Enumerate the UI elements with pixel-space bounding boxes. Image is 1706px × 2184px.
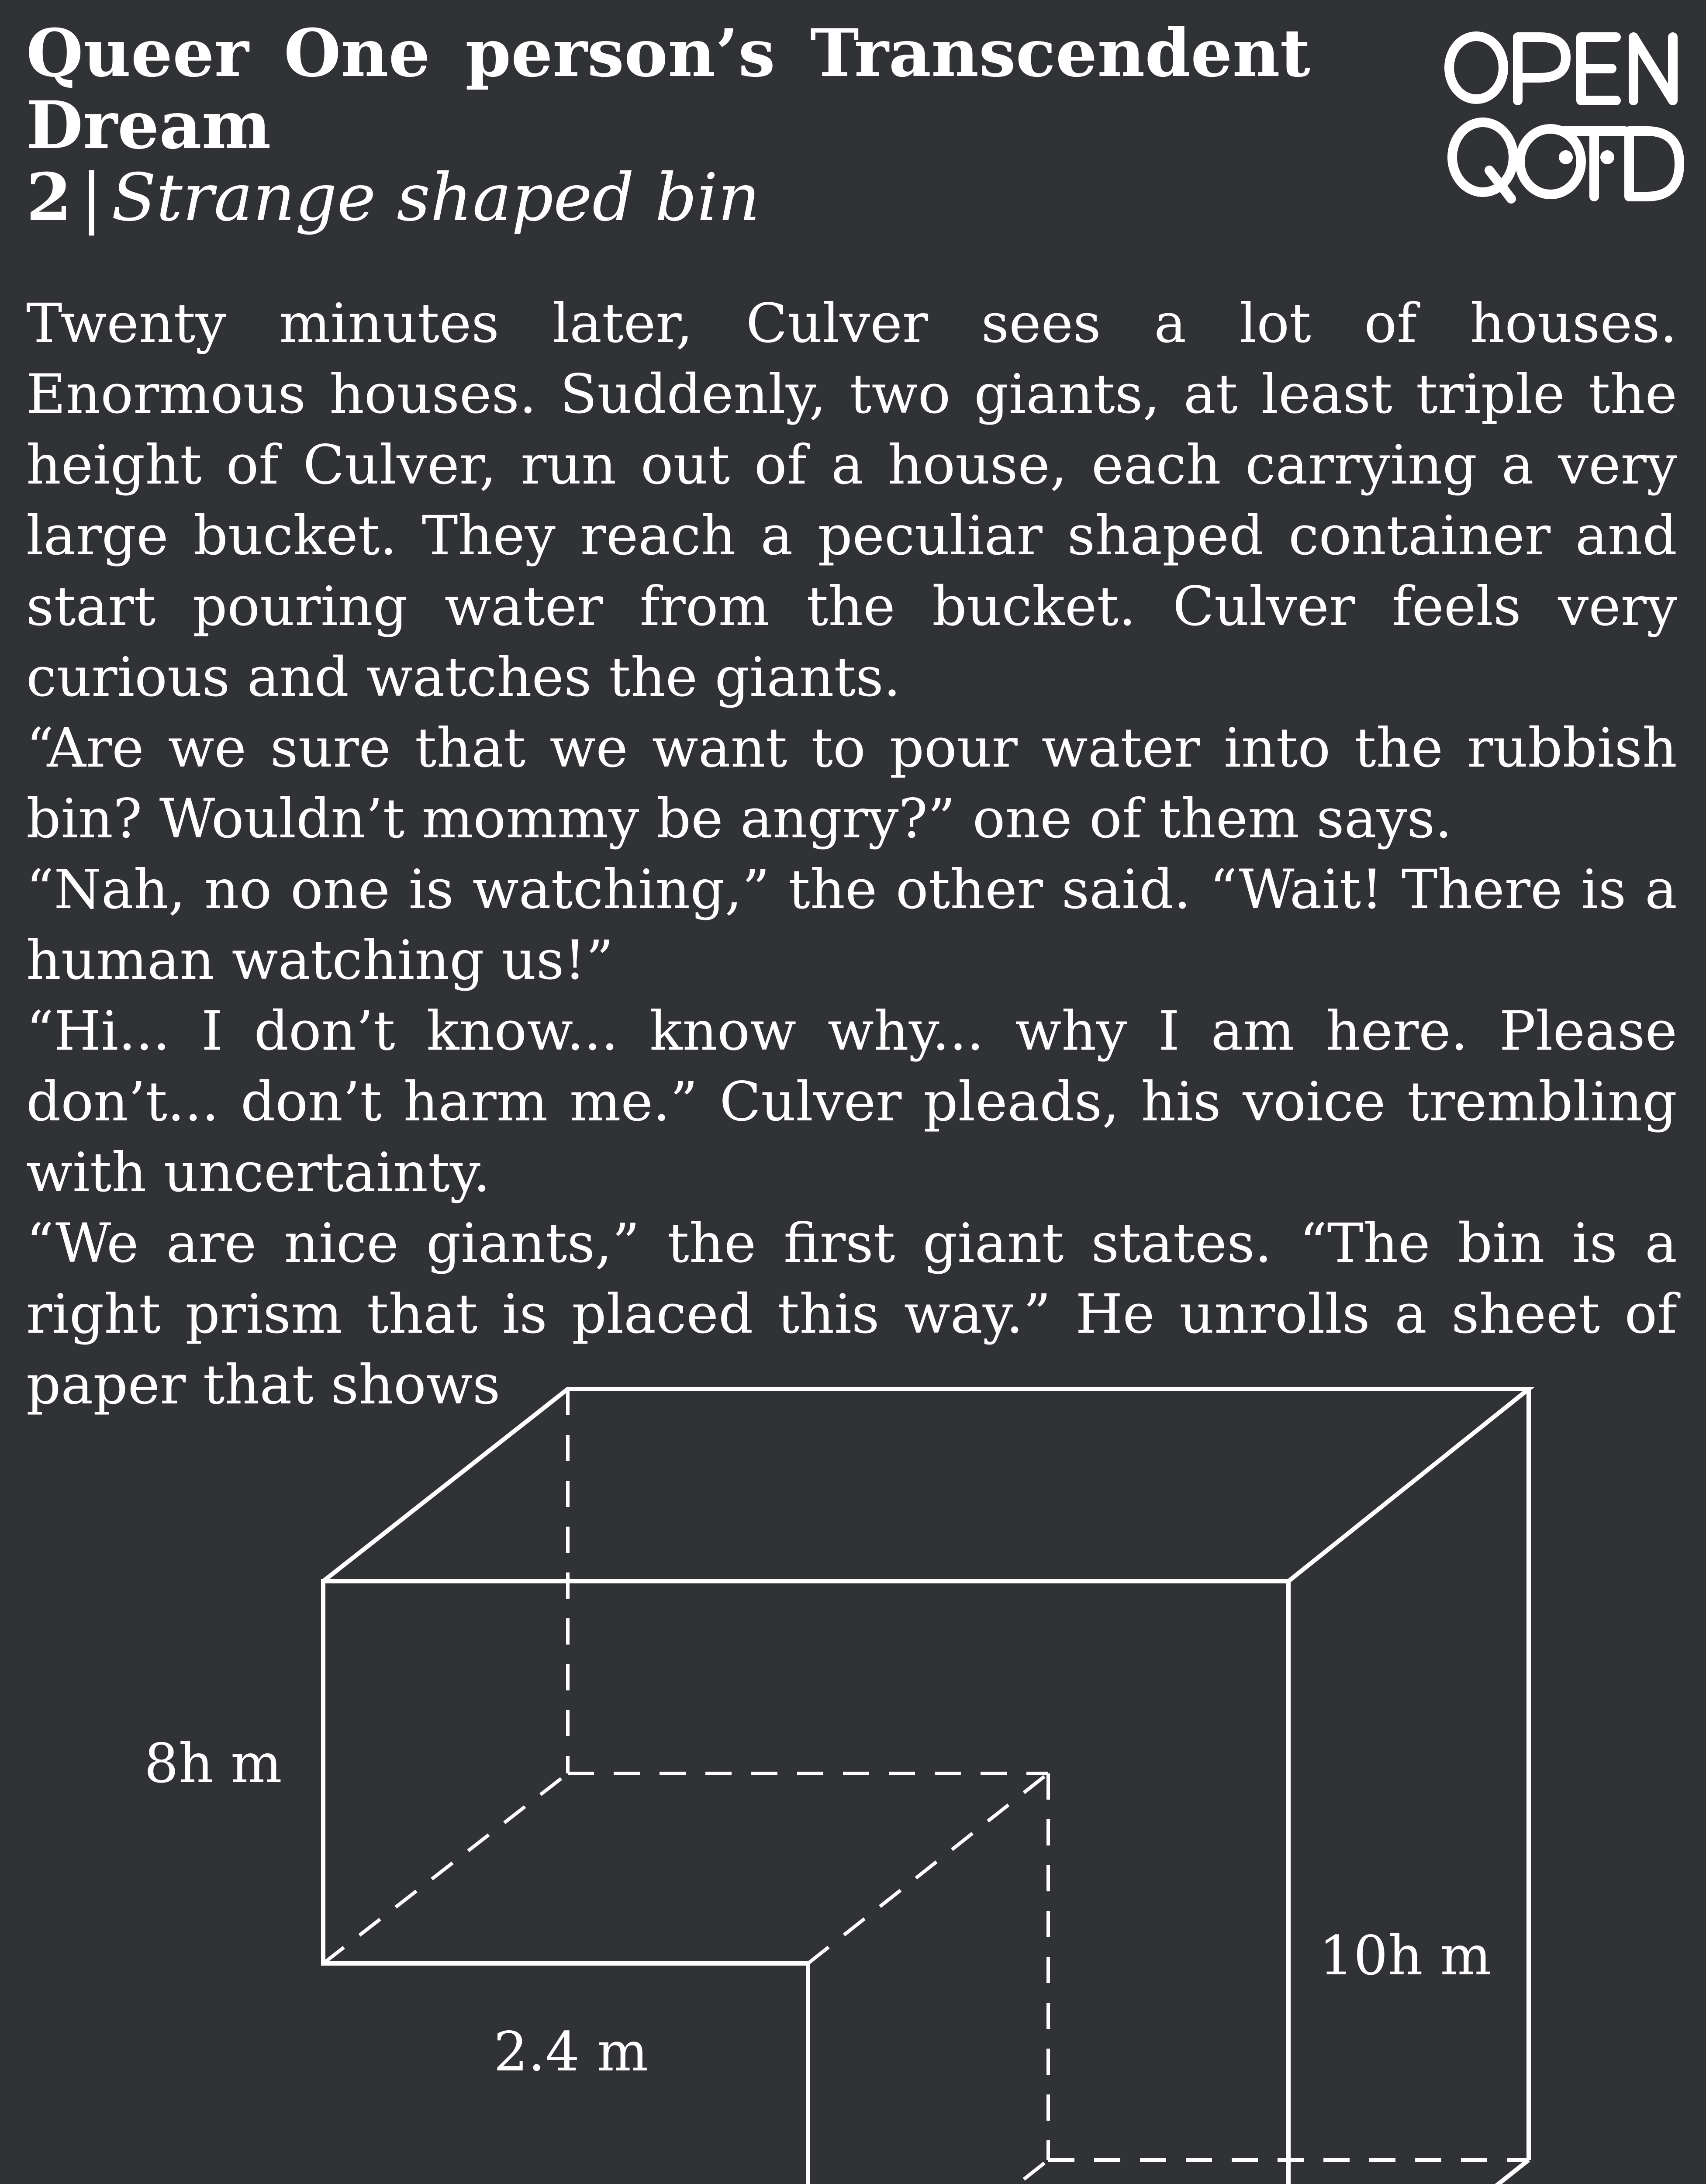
subtitle-text: Strange shaped bin: [111, 160, 760, 236]
story-text: [26, 288, 1677, 1420]
hidden-bottom-depth: [808, 2160, 1048, 2184]
open-qotd-logo-icon: [1441, 26, 1686, 214]
bottom-right-edge: [1288, 2160, 1529, 2184]
subtitle-separator: |: [80, 160, 103, 236]
hidden-left-depth: [323, 1773, 568, 1963]
story-paragraph: “Hi... I don’t know... know why... why I am here. Please don’t... don’t harm me.” Culver pleads, his voice trembling with uncertainty.: [26, 1000, 1677, 1204]
dimension-right-height: 10h m: [1319, 1925, 1492, 1987]
hidden-step-depth: [808, 1773, 1048, 1963]
story-paragraph: “Nah, no one is watching,” the other said. “Wait! There is a human watching us!”: [26, 858, 1677, 992]
question-number: 2: [26, 159, 72, 236]
story-paragraph: “Are we sure that we want to pour water into the rubbish bin? Wouldn’t mommy be angry?” one of them says.: [26, 717, 1677, 850]
dimension-left-height: 8h m: [144, 1732, 282, 1795]
dimension-bottom-left: 2.4 m: [494, 2021, 649, 2084]
top-edges: [323, 1389, 1529, 1581]
story-paragraph: “We are nice giants,” the first giant states. “The bin is a right prism that is placed this way.” He unrolls a sheet of paper that shows: [26, 1212, 1677, 1417]
prism-diagram: [0, 1354, 1706, 2184]
story-paragraph: Twenty minutes later, Culver sees a lot of houses. Enormous houses. Suddenly, two giants, at least triple the height of Culver, run out of a house, each carrying a very large bucket. They reach a peculiar shaped container and start pouring water from the bucket. Culver feels very curious and watches the giants.: [26, 292, 1677, 709]
page-subtitle: [26, 159, 760, 236]
front-face: [323, 1581, 1288, 2184]
page-title: Queer One person’s Transcendent Dream: [26, 15, 1310, 164]
